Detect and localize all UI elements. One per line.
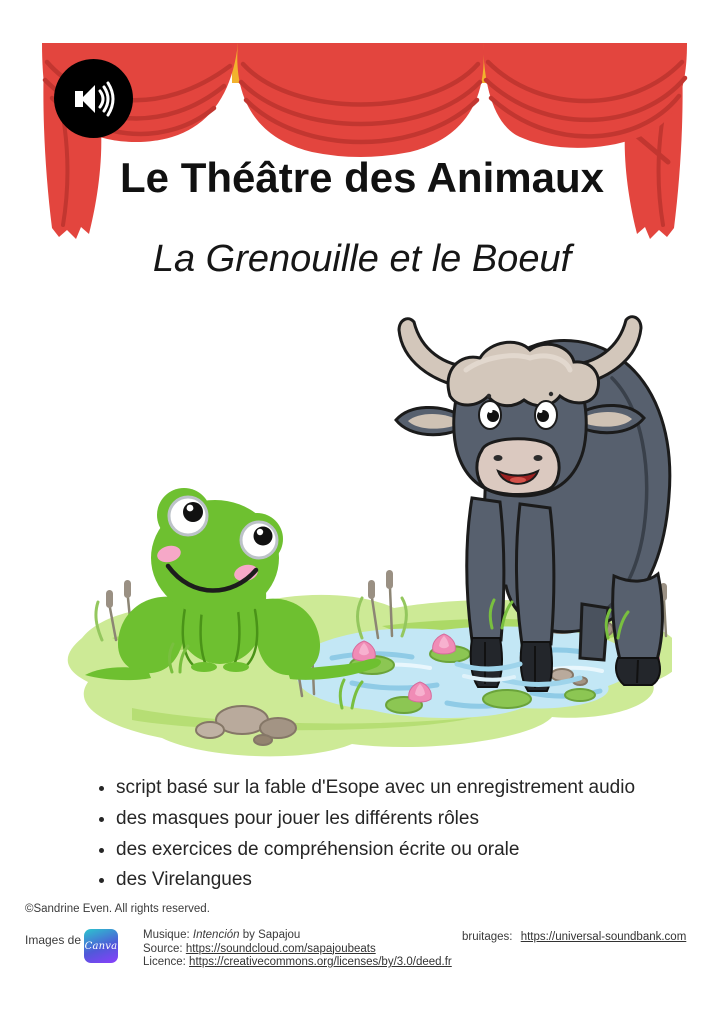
list-item-text: des exercices de compréhension écrite ou orale <box>116 838 520 860</box>
list-item <box>116 776 676 800</box>
list-item-text: des Virelangues <box>116 869 252 891</box>
source-line <box>143 943 452 957</box>
bruitages-credit <box>462 931 686 943</box>
music-credits <box>143 929 452 970</box>
licence-label: Licence: <box>143 956 186 968</box>
speaker-icon <box>66 71 122 127</box>
canva-logo <box>84 929 118 963</box>
music-label: Musique: <box>143 929 190 941</box>
list-item-text: script basé sur la fable d'Esope avec un enregistrement audio <box>116 777 636 798</box>
list-item <box>116 838 676 862</box>
canva-logo-text: Canva <box>84 940 118 952</box>
music-title: Intención <box>192 929 240 941</box>
curtain-swags <box>42 43 687 157</box>
page-title: Le Théâtre des Animaux <box>120 154 604 201</box>
soundbank-link[interactable]: https://universal-soundbank.com <box>520 931 687 943</box>
soundcloud-link[interactable]: https://soundcloud.com/sapajoubeats <box>185 942 376 955</box>
images-credit-label: Images de <box>25 933 82 947</box>
copyright-text: ©Sandrine Even. All rights reserved. <box>25 903 210 915</box>
licence-line <box>143 956 452 970</box>
list-item-text: des masques pour jouer les différents rôles <box>116 807 479 829</box>
page-subtitle: La Grenouille et le Boeuf <box>152 238 572 280</box>
music-line <box>143 929 452 943</box>
music-by: by Sapajou <box>242 929 301 941</box>
bruitages-label: bruitages: <box>462 931 513 943</box>
list-item <box>116 868 676 892</box>
feature-list <box>92 776 676 899</box>
frog-and-ox-illustration <box>52 308 672 773</box>
licence-link[interactable]: https://creativecommons.org/licenses/by/3.0/deed.fr <box>189 956 452 968</box>
list-item <box>116 807 676 831</box>
audio-play-button[interactable] <box>54 59 133 138</box>
source-label: Source: <box>143 942 183 955</box>
